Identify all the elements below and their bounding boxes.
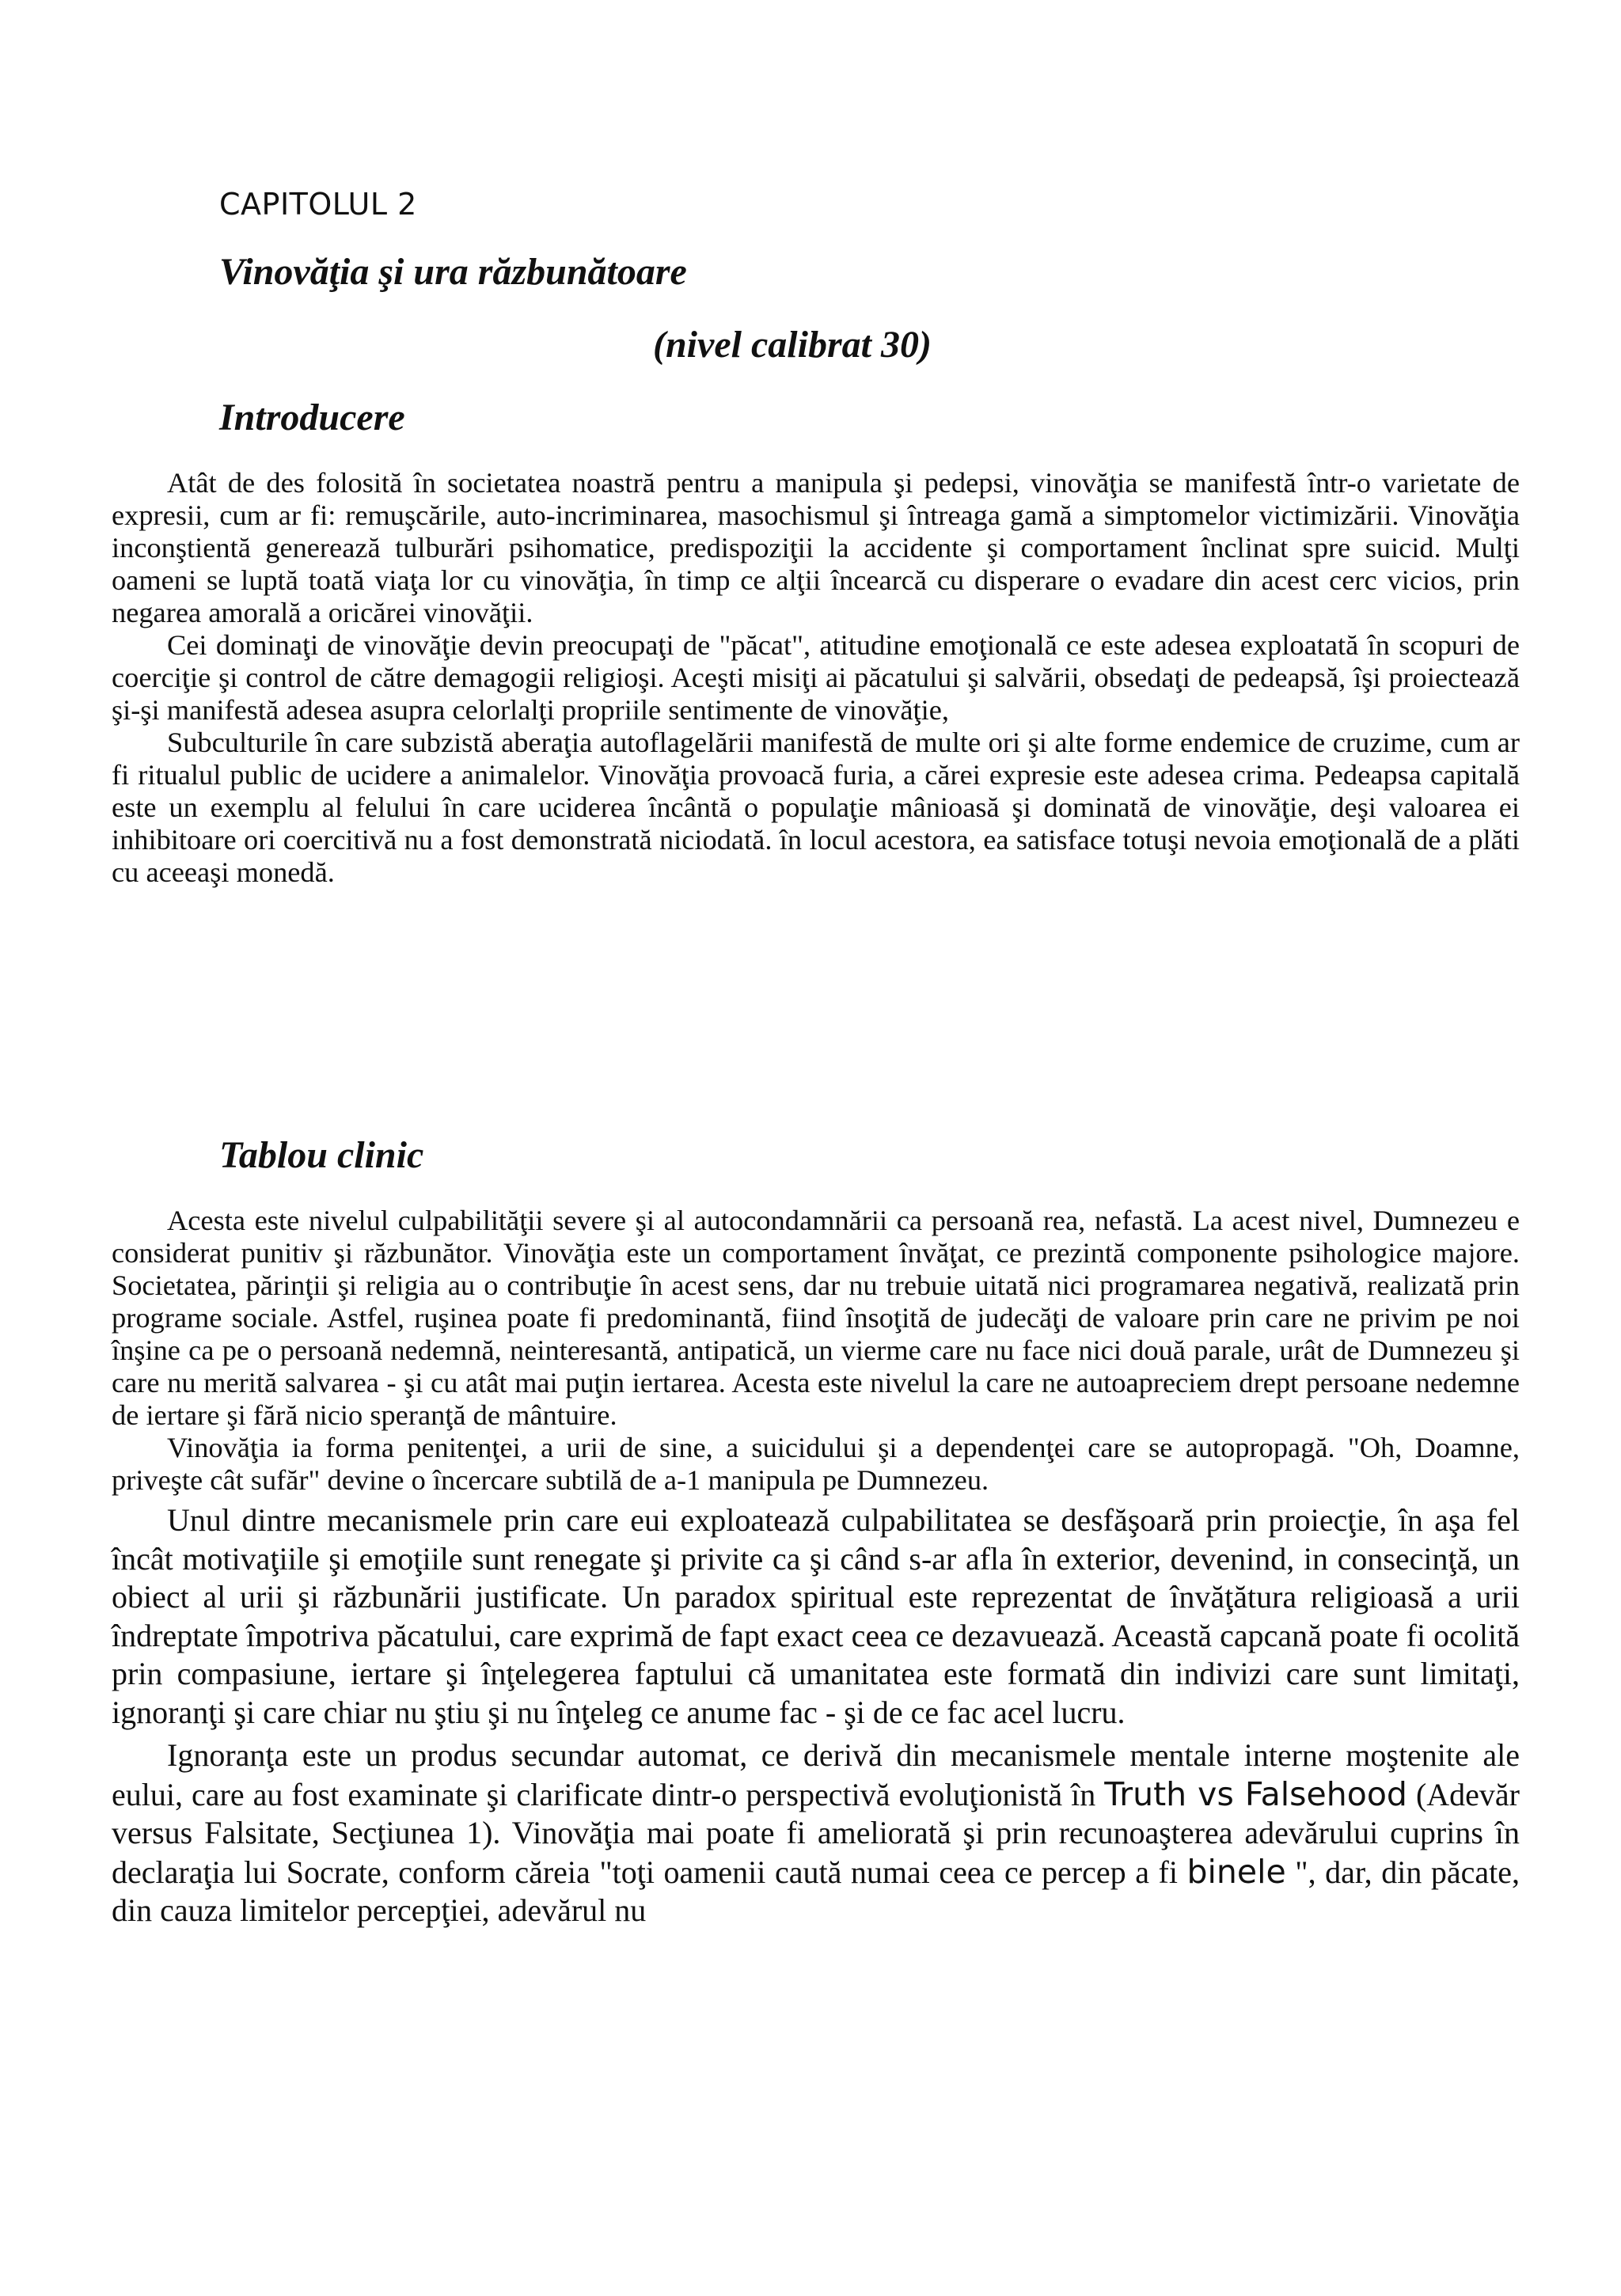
- section-heading-tablou-clinic: Tablou clinic: [219, 1134, 424, 1176]
- paragraph: Atât de des folosită în societatea noastră pentru a manipula şi pedepsi, vinovăţia se manifestă într-o varietate de expresii, cum ar fi: remuşcările, auto-incriminarea, masochismul şi întreaga gamă a simptomelor victimizării. Vinovăţia inconştientă generează tulburări psihomatice, predispoziţii la accidente şi comportament înclinat spre suicid. Mulţi oameni se luptă toată viaţa lor cu vinovăţia, în timp ce alţii încearcă cu disperare o evadare din acest cerc vicios, prin negarea amorală a oricărei vinovăţii.: [112, 467, 1520, 628]
- chapter-label: CAPITOLUL 2: [219, 187, 417, 222]
- paragraph-truth-vs-falsehood: [112, 1736, 1520, 1930]
- chapter-title: Vinovăţia şi ura răzbunătoare: [219, 251, 687, 293]
- paragraph: Acesta este nivelul culpabilităţii severe şi al autocondamnării ca persoană rea, nefastă. La acest nivel, Dumnezeu e considerat punitiv şi răzbunător. Vinovăţia este un comportament învăţat, ce prezintă componente psihologice majore. Societatea, părinţii şi religia au o contribuţie în acest sens, dar nu trebuie uitată nici programarea negativă, realizată prin programe sociale. Astfel, ruşinea poate fi predominantă, fiind însoţită de judecăţi de valoare prin care ne privim pe noi înşine ca pe o persoană nedemnă, neinteresantă, antipatică, un vierme care nu face nici două parale, urât de Dumnezeu şi care nu merită salvarea - şi cu atât mai puţin iertarea. Acesta este nivelul la care ne autoapreciem drept persoane nedemne de iertare şi fără nicio speranţă de mântuire.: [112, 1205, 1520, 1431]
- paragraph: Vinovăţia ia forma penitenţei, a urii de sine, a suicidului şi a dependenţei care se autopropagă. "Oh, Doamne, priveşte cât sufăr" devine o încercare subtilă de a-1 manipula pe Dumnezeu.: [112, 1432, 1520, 1496]
- chapter-level-subtitle: (nivel calibrat 30): [653, 324, 932, 366]
- paragraph-text-part: (Adevăr versus Falsitate, Secţiunea 1). Vinovăţia mai poate fi ameliorată şi prin recunoaşterea adevărului cuprins în declaraţia lui Socrate, conform căreia "toţi oamenii caută numai ceea ce percep a fi: [112, 1776, 1520, 1890]
- book-title-truth-vs-falsehood: Truth vs Falsehood: [1104, 1774, 1407, 1813]
- paragraph-text-part: Ignoranţa este un produs secundar automat, ce derivă din mecanismele mentale interne moştenite ale eului, care au fost examinate şi clarificate dintr-o perspectivă evoluţionistă în: [112, 1737, 1520, 1812]
- paragraph: Subculturile în care subzistă aberaţia autoflagelării manifestă de multe ori şi alte forme endemice de cruzime, cum ar fi ritualul public de ucidere a animalelor. Vinovăţia provoacă furia, a cărei expresie este adesea crima. Pedeapsa capitală este un exemplu al felului în care uciderea încântă o populaţie mânioasă şi dominată de vinovăţie, deşi valoarea ei inhibitoare ori coercitivă nu a fost demonstrată niciodată. în locul acestora, ea satisface totuşi nevoia emoţională de a plăti cu aceeaşi monedă.: [112, 727, 1520, 888]
- paragraph-text-part: ", dar, din păcate, din cauza limitelor percepţiei, adevărul nu: [112, 1854, 1520, 1928]
- paragraph: Unul dintre mecanismele prin care eui exploatează culpabilitatea se desfăşoară prin proiecţie, în aşa fel încât motivaţiile şi emoţiile sunt renegate şi privite ca şi când s-ar afla în exterior, devenind, in consecinţă, un obiect al urii şi răzbunării justificate. Un paradox spiritual este reprezentat de învăţătura religioasă a urii îndreptate împotriva păcatului, care exprimă de fapt exact ceea ce dezavuează. Această capcană poate fi ocolită prin compasiune, iertare şi înţelegerea faptului că umanitatea este formată din indivizi care sunt limitaţi, ignoranţi şi care chiar nu ştiu şi nu înţeleg ce anume fac - şi de ce fac acel lucru.: [112, 1502, 1520, 1730]
- intro-text-block: [112, 467, 1520, 889]
- section-heading-introducere: Introducere: [219, 397, 405, 438]
- key-word-binele: binele: [1186, 1852, 1286, 1891]
- clinic-text-block: [112, 1205, 1520, 1930]
- paragraph: Cei dominaţi de vinovăţie devin preocupaţi de "păcat", atitudine emoţională ce este adesea exploatată în scopuri de coerciţie şi control de către demagogii religioşi. Aceşti misiţi ai păcatului şi salvării, obsedaţi de pedeapsă, îşi proiectează şi-şi manifestă adesea asupra celorlalţi propriile sentimente de vinovăţie,: [112, 629, 1520, 726]
